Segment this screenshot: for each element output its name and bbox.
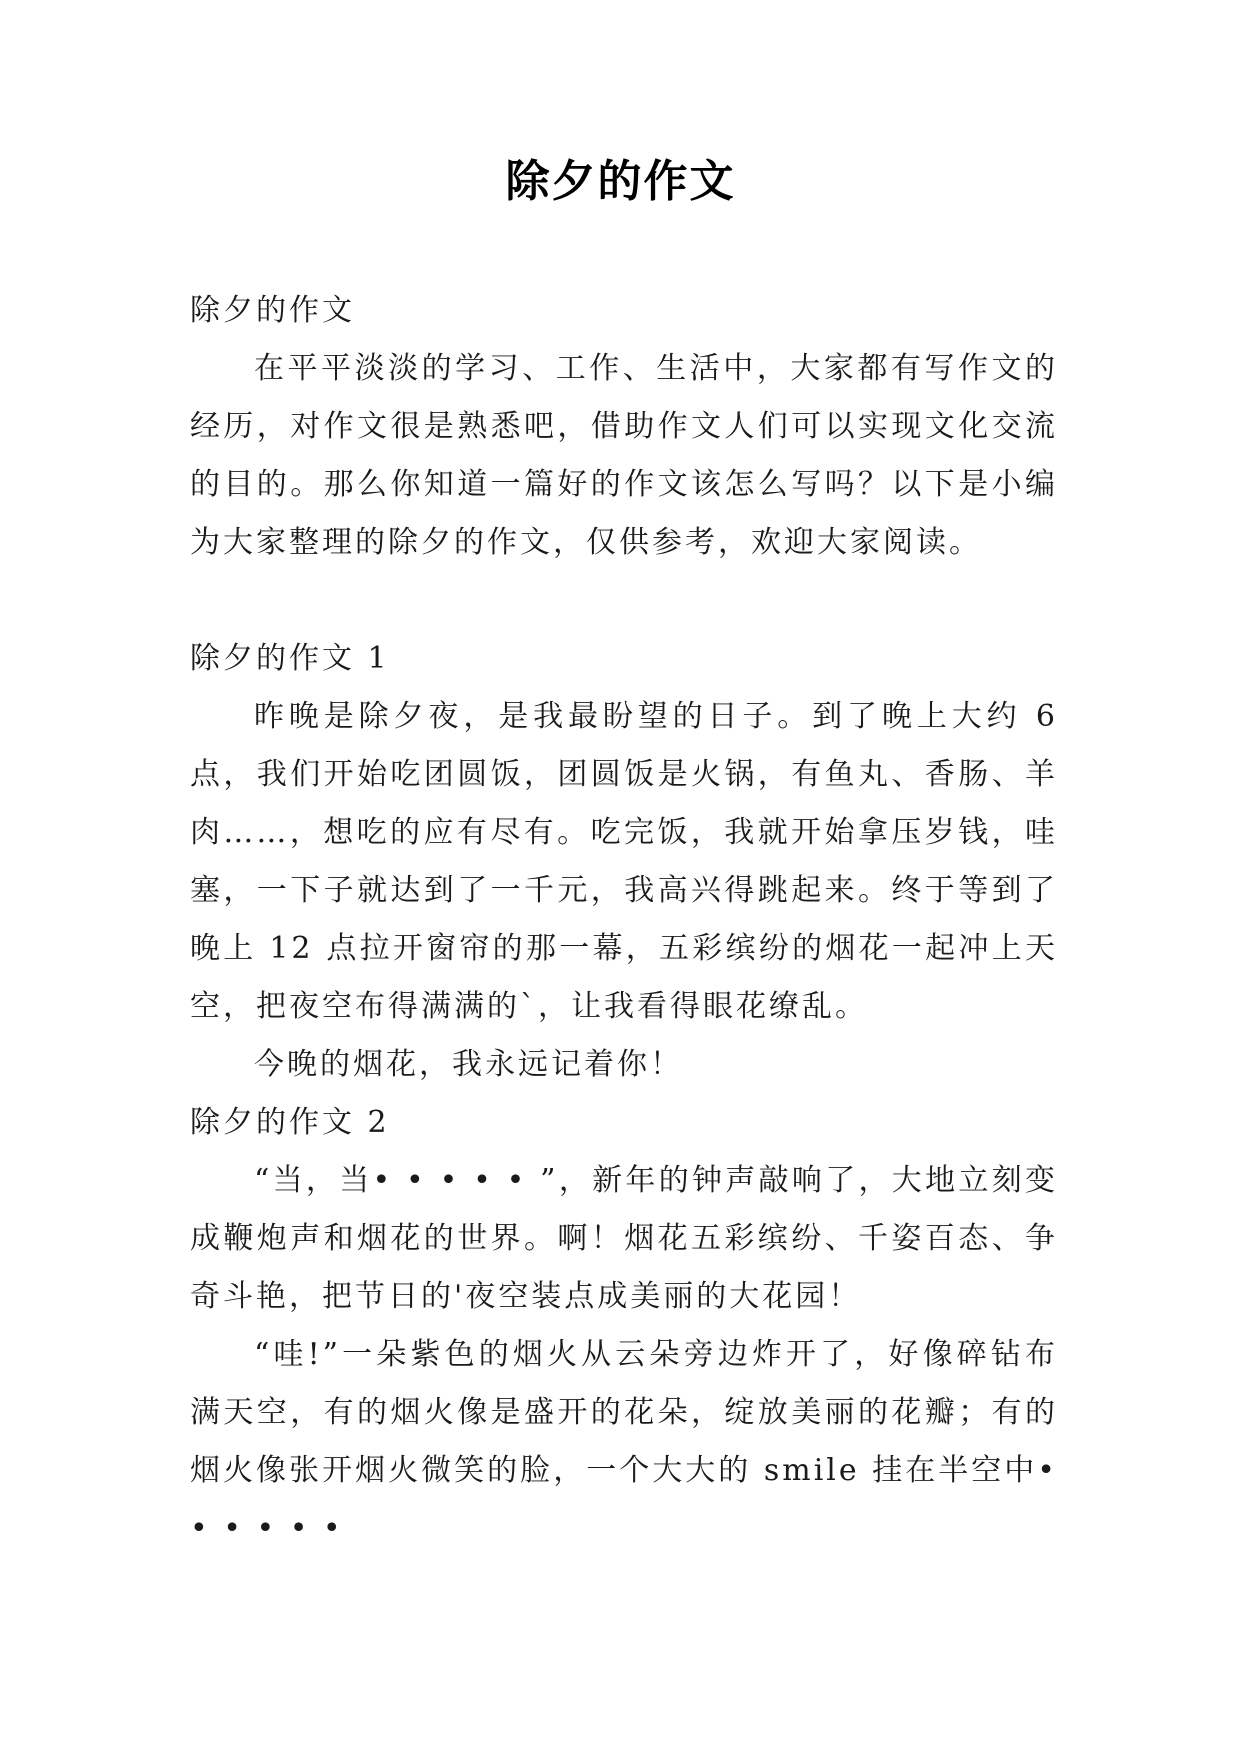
document-body <box>190 282 1058 1558</box>
essay2-paragraph: “当，当• • • • • ”，新年的钟声敲响了，大地立刻变成鞭炮声和烟花的世界。啊！烟花五彩缤纷、千姿百态、争奇斗艳，把节日的'夜空装点成美丽的大花园！ <box>190 1163 1058 1314</box>
document-title: 除夕的作文 <box>505 156 736 207</box>
essay2-heading: 除夕的作文 2 <box>190 1105 390 1140</box>
intro-paragraph: 在平平淡淡的学习、工作、生活中，大家都有写作文的经历，对作文很是熟悉吧，借助作文人们可以实现文化交流的目的。那么你知道一篇好的作文该怎么写吗？以下是小编为大家整理的除夕的作文，仅供参考，欢迎大家阅读。 <box>190 351 1058 560</box>
essay1-paragraph: 今晚的烟花，我永远记着你！ <box>254 1047 683 1082</box>
essay1-paragraph: 昨晚是除夕夜，是我最盼望的日子。到了晚上大约 6 点，我们开始吃团圆饭，团圆饭是火锅，有鱼丸、香肠、羊肉……，想吃的应有尽有。吃完饭，我就开始拿压岁钱，哇塞，一下子就达到了一千元，我高兴得跳起来。终于等到了晚上 12 点拉开窗帘的那一幕，五彩缤纷的烟花一起冲上天空，把夜空布得满满的`，让我看得眼花缭乱。 <box>190 699 1058 1024</box>
section-spacer <box>190 572 1058 630</box>
essay1-heading: 除夕的作文 1 <box>190 641 390 676</box>
intro-heading: 除夕的作文 <box>190 293 355 328</box>
essay2-paragraph: “哇!”一朵紫色的烟火从云朵旁边炸开了，好像碎钻布满天空，有的烟火像是盛开的花朵，绽放美丽的花瓣；有的烟火像张开烟火微笑的脸，一个大大的 smile 挂在半空中• • • • • • <box>190 1337 1058 1546</box>
